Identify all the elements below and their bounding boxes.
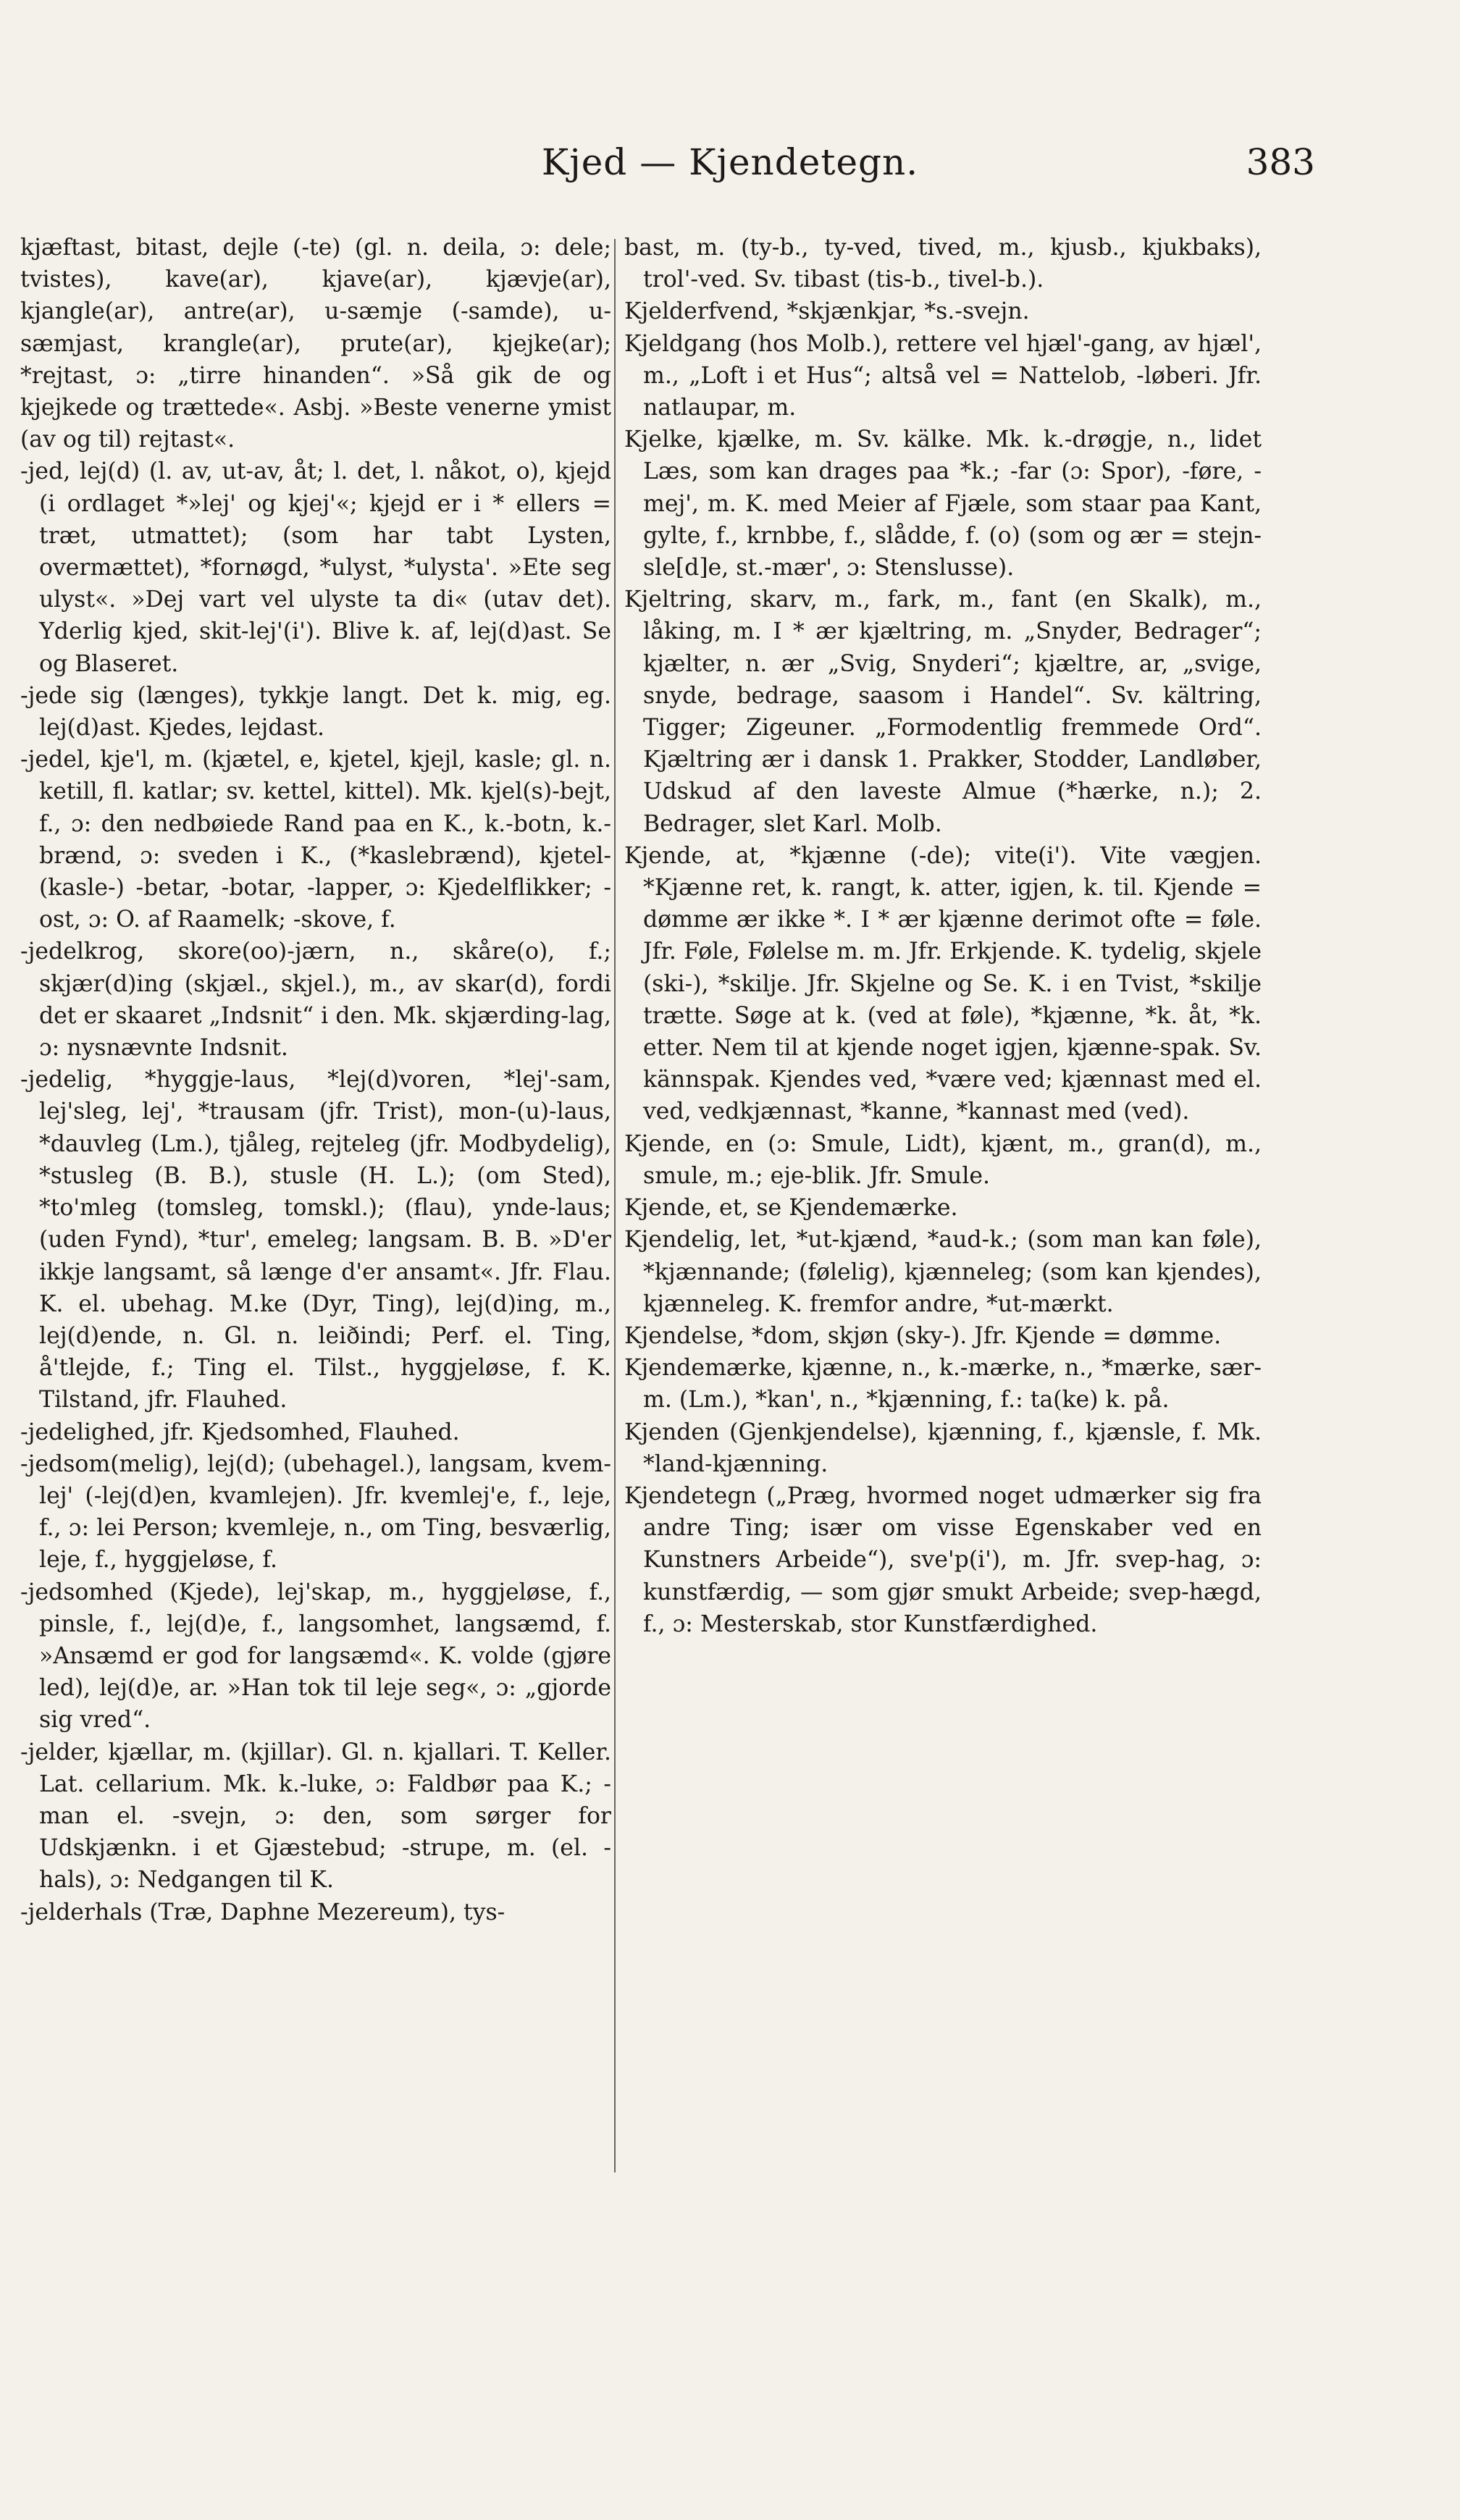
entry-text: -jed, lej(d) (l. av, ut-av, åt; l. det, l. nåkot, o), kjejd (i ordlaget *»lej' og kjej'«; kjejd er i * ellers = træt, utmattet); (som har tabt Lysten, overmættet), *fornøgd, *ulyst, *ulysta'. »Ete seg ulyst«. »Dej vart vel ulyste ta di« (utav det). Yderlig kjed, skit-lej'(i'). Blive k. af, lej(d)ast. Se og Blaseret. [20,458,611,677]
entry-text: Kjende, et, se Kjendemærke. [624,1195,958,1222]
entry-text: Kjenden (Gjenkjendelse), kjænning, f., kjænsle, f. Mk. *land-kjænning. [624,1419,1262,1477]
column-divider [614,239,616,2172]
running-title: Kjed — Kjendetegn. [541,141,919,183]
page-header [0,141,1460,206]
right-column [624,232,1262,1640]
page-number: 383 [1246,141,1315,183]
entry-text: -jedel, kje'l, m. (kjætel, e, kjetel, kjejl, kasle; gl. n. ketill, fl. katlar; sv. kettel, kittel). Mk. kjel(s)-bejt, f., ɔ: den nedbøiede Rand paa en K., k.-botn, k.-brænd, ɔ: sveden i K., (*kaslebrænd), kjetel- (kasle-) -betar, -botar, -lapper, ɔ: Kjedelflikker; -ost, ɔ: O. af Raamelk; -skove, f. [20,747,611,933]
entry-text: Kjende, at, *kjænne (-de); vite(i'). Vite vægjen. *Kjænne ret, k. rangt, k. atter, igjen, k. til. Kjende = dømme ær ikke *. I * ær kjænne derimot ofte = føle. Jfr. Føle, Følelse m. m. Jfr. Erkjende. K. tydelig, skjele (ski-), *skilje. Jfr. Skjelne og Se. K. i en Tvist, *skilje trætte. Søge at k. (ved at føle), *kjænne, *k. åt, *k. etter. Nem til at kjende noget igjen, kjænne-spak. Sv. kännspak. Kjendes ved, *være ved; kjænnast med el. ved, vedkjænnast, *kanne, *kannast med (ved). [624,842,1262,1125]
entry-text: -jedelighed, jfr. Kjedsomhed, Flauhed. [20,1419,460,1445]
entry-text: kjæftast, bitast, dejle (-te) (gl. n. deila, ɔ: dele; tvistes), kave(ar), kjave(ar), kjævje(ar), kjangle(ar), antre(ar), u-sæmje (-samde), u-sæmjast, krangle(ar), prute(ar), kjejke(ar); *rejtast, ɔ: „tirre hinanden“. »Så gik de og kjejkede og trættede«. Asbj. »Beste venerne ymist (av og til) rejtast«. [20,235,611,453]
entry-text: -jelder, kjællar, m. (kjillar). Gl. n. kjallari. T. Keller. Lat. cellarium. Mk. k.-luke, ɔ: Faldbør paa K.; -man el. -svejn, ɔ: den, som sørger for Udskjænkn. i et Gjæstebud; -strupe, m. (el. -hals), ɔ: Nedgangen til K. [20,1739,611,1894]
entry-text: -jedelig, *hyggje-laus, *lej(d)voren, *lej'-sam, lej'sleg, lej', *trausam (jfr. Trist), mon-(u)-laus, *dauvleg (Lm.), tjåleg, rejteleg (jfr. Modbydelig), *stusleg (B. B.), stusle (H. L.); (om Sted), *to'mleg (tomsleg, tomskl.); (flau), ynde-laus; (uden Fynd), *tur', emeleg; langsam. B. B. »D'er ikkje langsamt, så længe d'er ansamt«. Jfr. Flau. K. el. ubehag. M.ke (Dyr, Ting), lej(d)ing, m., lej(d)ende, n. Gl. n. leiðindi; Perf. el. Ting, å'tlejde, f.; Ting el. Tilst., hyggjeløse, f. K. Tilstand, jfr. Flauhed. [20,1067,611,1414]
entry-text: -jelderhals (Træ, Daphne Mezereum), tys- [20,1899,505,1925]
left-column [20,232,611,1928]
entry-text: Kjende, en (ɔ: Smule, Lidt), kjænt, m., gran(d), m., smule, m.; eje-blik. Jfr. Smule. [624,1130,1262,1189]
entry-text: Kjeldgang (hos Molb.), rettere vel hjæl'-gang, av hjæl', m., „Loft i et Hus“; altså vel = Nattelob, ‑løberi. Jfr. natlaupar, m. [624,330,1262,421]
entry-text: Kjelke, kjælke, m. Sv. kälke. Mk. k.-drøgje, n., lidet Læs, som kan drages paa *k.; -far (ɔ: Spor), -føre, -mej', m. K. med Meier af Fjæle, som staar paa Kant, gylte, f., krnbbe, f., slådde, f. (o) (som og ær = stejn-sle[d]e, st.-mær', ɔ: Stenslusse). [624,427,1262,581]
entry-text: Kjeltring, skarv, m., fark, m., fant (en Skalk), m., låking, m. I * ær kjæltring, m. „Snyder, Bedrager“; kjælter, n. ær „Svig, Snyderi“; kjæltre, ar, „svige, snyde, bedrage, saasom i Handel“. Sv. kältring, Tigger; Zigeuner. „Formodentlig fremmede Ord“. Kjæltring ær i dansk 1. Prakker, Stodder, Landløber, Udskud af den laveste Almue (*hærke, n.); 2. Bedrager, slet Karl. Molb. [624,587,1262,837]
entry-text: Kjendemærke, kjænne, n., k.-mærke, n., *mærke, sær-m. (Lm.), *kan', n., *kjænning, f.: ta(ke) k. på. [624,1355,1262,1414]
entry-text: -jedsomhed (Kjede), lej'skap, m., hyggjeløse, f., pinsle, f., lej(d)e, f., langsomhet, langsæmd, f. »Ansæmd er god for langsæmd«. K. volde (gjøre led), lej(d)e, ar. »Han tok til leje seg«, ɔ: „gjorde sig vred“. [20,1579,611,1734]
entry-text: -jedelkrog, skore(oo)-jærn, n., skåre(o), f.; skjær(d)ing (skjæl., skjel.), m., av skar(d), fordi det er skaaret „Indsnit“ i den. Mk. skjærding-lag, ɔ: nysnævnte Indsnit. [20,938,611,1062]
entry-text: -jedsom(melig), lej(d); (ubehagel.), langsam, kvem-lej' (-lej(d)en, kvamlejen). Jfr. kvemlej'e, f., leje, f., ɔ: lei Person; kvemleje, n., om Ting, besværlig, leje, f., hyggjeløse, f. [20,1450,611,1574]
entry-text: Kjelderfvend, *skjænkjar, *s.-svejn. [624,298,1030,325]
entry-text: bast, m. (ty-b., ty-ved, tived, m., kjusb., kjukbaks), trol'-ved. Sv. tibast (tis-b., tivel-b.). [624,235,1262,293]
entry-text: Kjendelig, let, *ut-kjænd, *aud-k.; (som man kan føle), *kjænnande; (følelig), kjænneleg; (som kan kjendes), kjænneleg. K. fremfor andre, *ut-mærkt. [624,1227,1262,1317]
entry-text: -jede sig (længes), tykkje langt. Det k. mig, eg. lej(d)ast. Kjedes, lejdast. [20,682,611,742]
entry-text: Kjendelse, *dom, skjøn (sky-). Jfr. Kjende = dømme. [624,1322,1222,1349]
entry-text: Kjendetegn („Præg, hvormed noget udmærker sig fra andre Ting; især om visse Egenskaber ved en Kunstners Arbeide“), sve'p(i'), m. Jfr. svep-hag, ɔ: kunstfærdig, — som gjør smukt Arbeide; svep-hægd, f., ɔ: Mesterskab, stor Kunstfærdighed. [624,1482,1262,1637]
